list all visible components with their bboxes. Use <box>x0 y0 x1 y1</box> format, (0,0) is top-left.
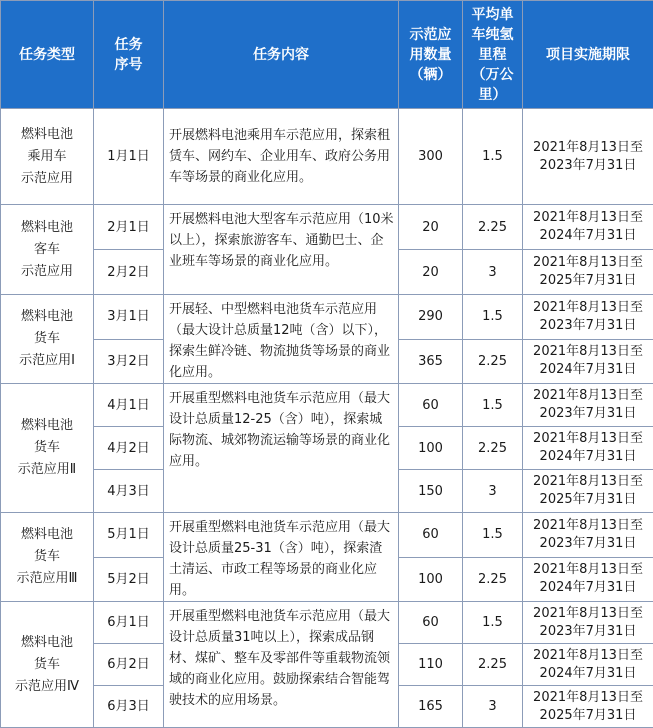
period-cell: 2021年8月13日至 2025年7月31日 <box>523 686 653 728</box>
quantity-cell: 165 <box>399 686 463 728</box>
table-row <box>1 295 653 340</box>
period-cell: 2021年8月13日至 2025年7月31日 <box>523 470 653 513</box>
quantity-cell: 100 <box>399 557 463 602</box>
task-content-cell <box>164 109 399 205</box>
task-seq-cell: 3月2日 <box>94 339 164 384</box>
task-seq-cell: 3月1日 <box>94 295 164 340</box>
period-cell: 2021年8月13日至 2025年7月31日 <box>523 250 653 295</box>
header-task-seq: 任务 序号 <box>94 1 164 109</box>
task-type-cell: 燃料电池 乘用车 示范应用 <box>1 109 94 205</box>
mileage-cell: 3 <box>463 470 523 513</box>
mileage-cell: 2.25 <box>463 427 523 470</box>
period-cell: 2021年8月13日至 2023年7月31日 <box>523 109 653 205</box>
table-row <box>1 384 653 427</box>
table-header-row <box>1 1 653 109</box>
quantity-cell: 60 <box>399 602 463 644</box>
quantity-cell: 365 <box>399 339 463 384</box>
period-cell: 2021年8月13日至 2023年7月31日 <box>523 513 653 558</box>
quantity-cell: 300 <box>399 109 463 205</box>
quantity-cell: 60 <box>399 384 463 427</box>
task-content-text: 开展轻、中型燃料电池货车示范应用（最大设计总质量12吨（含）以下），探索生鲜冷链、物流抛货等场景的商业化应用。 <box>169 295 394 383</box>
task-seq-cell: 2月1日 <box>94 205 164 250</box>
period-cell: 2021年8月13日至 2024年7月31日 <box>523 339 653 384</box>
quantity-cell: 290 <box>399 295 463 340</box>
task-content-text: 开展重型燃料电池货车示范应用（最大设计总质量31吨以上），探索成品钢材、煤矿、整车及零部件等重载物流领域的商业化应用。鼓励探索结合智能驾驶技术的应用场景。 <box>169 602 394 711</box>
quantity-cell: 110 <box>399 644 463 686</box>
quantity-cell: 100 <box>399 427 463 470</box>
period-cell: 2021年8月13日至 2023年7月31日 <box>523 602 653 644</box>
task-seq-cell: 6月2日 <box>94 644 164 686</box>
task-content-cell <box>164 384 399 513</box>
mileage-cell: 1.5 <box>463 295 523 340</box>
task-type-cell: 燃料电池 货车 示范应用Ⅳ <box>1 602 94 728</box>
task-seq-cell: 4月3日 <box>94 470 164 513</box>
header-task-type: 任务类型 <box>1 1 94 109</box>
task-content-text: 开展重型燃料电池货车示范应用（最大设计总质量25-31（含）吨），探索渣土清运、市政工程等场景的商业化应用。 <box>169 513 394 601</box>
mileage-cell: 1.5 <box>463 602 523 644</box>
task-content-cell <box>164 295 399 384</box>
mileage-cell: 3 <box>463 250 523 295</box>
task-type-cell: 燃料电池 货车 示范应用Ⅱ <box>1 384 94 513</box>
quantity-cell: 60 <box>399 513 463 558</box>
task-content-text: 开展燃料电池乘用车示范应用，探索租赁车、网约车、企业用车、政府公务用车等场景的商业化应用。 <box>169 125 394 188</box>
task-seq-cell: 5月1日 <box>94 513 164 558</box>
task-seq-cell: 1月1日 <box>94 109 164 205</box>
task-type-cell: 燃料电池 货车 示范应用Ⅲ <box>1 513 94 602</box>
quantity-cell: 20 <box>399 205 463 250</box>
mileage-cell: 2.25 <box>463 557 523 602</box>
period-cell: 2021年8月13日至 2023年7月31日 <box>523 384 653 427</box>
table-row <box>1 205 653 250</box>
task-content-text: 开展燃料电池大型客车示范应用（10米以上），探索旅游客车、通勤巴士、企业班车等场景的商业化应用。 <box>169 205 394 272</box>
task-content-cell <box>164 602 399 728</box>
task-content-cell <box>164 205 399 295</box>
mileage-cell: 3 <box>463 686 523 728</box>
task-seq-cell: 4月2日 <box>94 427 164 470</box>
task-seq-cell: 6月3日 <box>94 686 164 728</box>
task-seq-cell: 6月1日 <box>94 602 164 644</box>
header-task-content: 任务内容 <box>164 1 399 109</box>
mileage-cell: 1.5 <box>463 384 523 427</box>
task-seq-cell: 5月2日 <box>94 557 164 602</box>
period-cell: 2021年8月13日至 2024年7月31日 <box>523 644 653 686</box>
table-row <box>1 513 653 558</box>
mileage-cell: 2.25 <box>463 205 523 250</box>
quantity-cell: 20 <box>399 250 463 295</box>
mileage-cell: 2.25 <box>463 339 523 384</box>
period-cell: 2021年8月13日至 2023年7月31日 <box>523 295 653 340</box>
task-type-cell: 燃料电池 货车 示范应用Ⅰ <box>1 295 94 384</box>
header-period: 项目实施期限 <box>523 1 653 109</box>
task-seq-cell: 2月2日 <box>94 250 164 295</box>
task-seq-cell: 4月1日 <box>94 384 164 427</box>
table-row <box>1 109 653 205</box>
task-content-cell <box>164 513 399 602</box>
quantity-cell: 150 <box>399 470 463 513</box>
mileage-cell: 1.5 <box>463 109 523 205</box>
table-row <box>1 602 653 644</box>
period-cell: 2021年8月13日至 2024年7月31日 <box>523 205 653 250</box>
header-quantity: 示范应 用数量 （辆） <box>399 1 463 109</box>
period-cell: 2021年8月13日至 2024年7月31日 <box>523 557 653 602</box>
task-type-cell: 燃料电池 客车 示范应用 <box>1 205 94 295</box>
task-content-text: 开展重型燃料电池货车示范应用（最大设计总质量12-25（含）吨），探索城际物流、城郊物流运输等场景的商业化应用。 <box>169 384 394 472</box>
mileage-cell: 2.25 <box>463 644 523 686</box>
period-cell: 2021年8月13日至 2024年7月31日 <box>523 427 653 470</box>
mileage-cell: 1.5 <box>463 513 523 558</box>
header-mileage: 平均单 车纯氢 里程 （万公 里） <box>463 1 523 109</box>
